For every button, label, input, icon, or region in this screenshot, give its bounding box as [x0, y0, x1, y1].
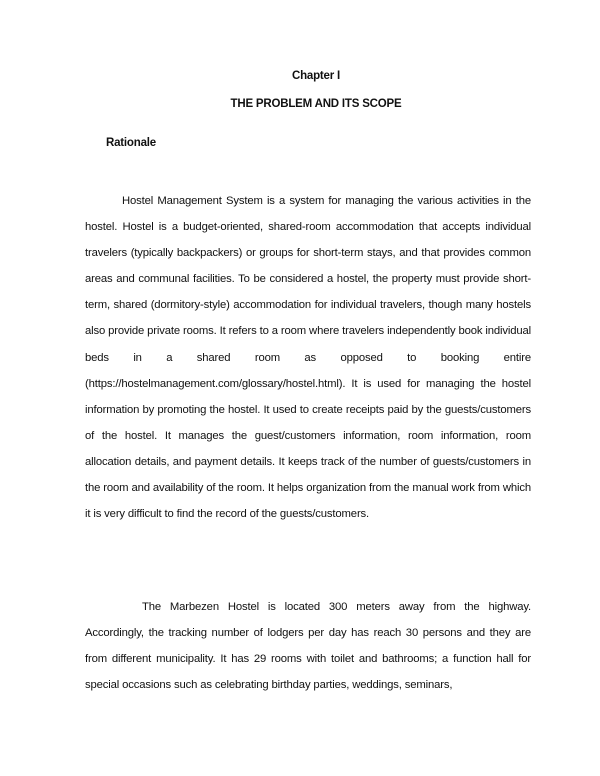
paragraph: Hostel Management System is a system for managing the various activities in the hostel. Hostel is a budget-oriented, shared-room accommodation that accepts individual travelers (typically backpackers) or groups for short-term stays, and that provides common areas and communal facilities. To be considered a hostel, the property must provide short-term, shared (dormitory-style) accommodation for individual travelers, though many hostels also provide private rooms. It refers to a room where travelers independently book individual beds in a shared room as opposed to booking entire (https://hostelmanagement.com/glossary/hostel.html). It is used for managing the hostel information by promoting the hostel. It used to create receipts paid by the guests/customers of the hostel. It manages the guest/customers information, room information, room allocation details, and payment details. It keeps track of the number of guests/customers in the room and availability of the room. It helps organization from the manual work from which it is very difficult to find the record of the guests/customers. — [85, 195, 531, 521]
paragraph: The Marbezen Hostel is located 300 meters away from the highway. Accordingly, the tracking number of lodgers per day has reach 30 persons and they are from different municipality. It has 29 rooms with toilet and bathrooms; a function hall for special occasions such as celebrating birthday parties, weddings, seminars, — [85, 601, 531, 692]
chapter-title: THE PROBLEM AND ITS SCOPE — [230, 98, 402, 110]
section-heading: Rationale — [106, 137, 156, 149]
chapter-label: Chapter I — [291, 70, 341, 82]
